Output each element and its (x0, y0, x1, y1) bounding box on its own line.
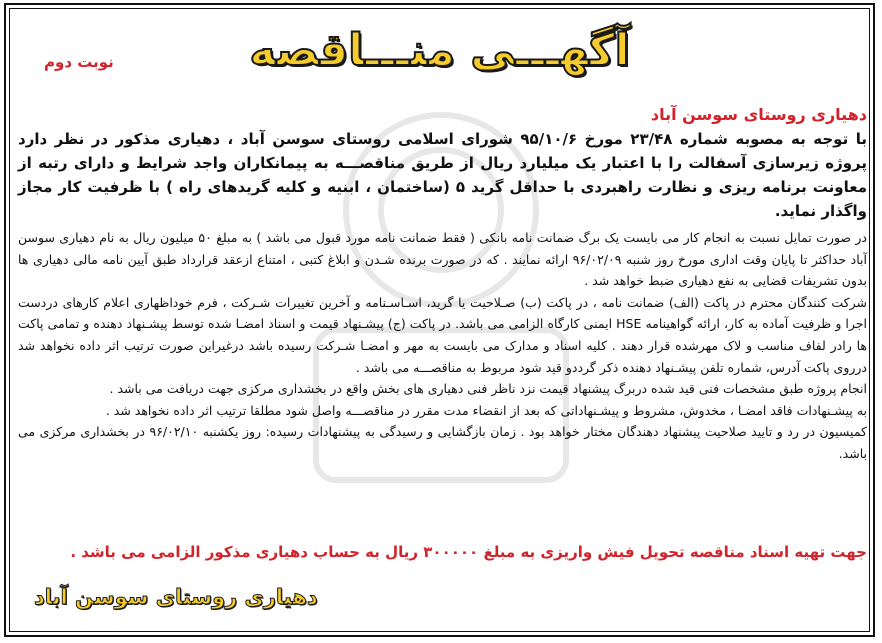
payment-notice: جهت تهیه اسناد مناقصه تحویل فیش واریزی به مبلغ ۳۰۰۰۰۰ ریال به حساب دهیاری مذکور الزامی می باشد . (70, 543, 867, 561)
paragraph-invalid-bids: به پیشـنهادات فاقد امضـا ، مخدوش، مشروط و پیشـنهاداتی که بعد از انقضاء مدت مقرر در مناقصـــه واصل شود مطلقا ترتیب اثر داده نخواهد شد . (105, 402, 867, 418)
notice-frame (4, 3, 875, 637)
page-title: آگهـــی منـــاقصه (249, 25, 630, 76)
footer-signature: دهیاری روستای سوسن آباد (34, 585, 318, 609)
lead-paragraph: با توجه به مصوبه شماره ۲۳/۴۸ مورخ ۹۵/۱۰/۶ شورای اسلامی روستای سوسن آباد ، دهیاری مذکور در نظر دارد پروژه زیرسازی آسفالت را با اعتبار یک میلیارد ریال از طریق مناقصـــه به پیمانکاران واجد شرایط و دارای رتبه از معاونت برنامه ریزی و نظارت راهبردی با حداقل گرید ۵ (ساختمان ، ابنیه و کلیه گریدهای راه ) با ظرفیت کار مجاز واگذار نماید. (18, 130, 867, 220)
organization-heading: دهیاری روستای سوسن آباد (650, 105, 867, 124)
paragraph-guarantee: در صورت تمایل نسبت به انجام کار می بایست یک برگ ضمانت نامه بانکی ( فقط ضمانت نامه مورد قبول می باشد ) به مبلغ ۵۰ میلیون ریال به نام دهیاری سوسن آباد حداکثر تا پایان وقت اداری مورخ روز شنبه ۹۶/۰۲/۰۹ ارائه نمایند . که در صورت برنده شـدن و ابلاغ کتبی ، امتناع ازعقد قرارداد طبق آیین نامه مالی دهیاری ها بدون تشریفات قضایی به نفع دهیاری ضبط خواهد شد . (18, 230, 868, 289)
round-label: نوبت دوم (44, 53, 114, 71)
body-text (18, 227, 867, 465)
paragraph-opening: کمیسیون در رد و تایید صلاحیت پیشنهاد دهندگان مختار خواهد بود . زمان بازگشایی و رسیدگی به پیشنهادات رسیده: روز یکشنبه ۹۶/۰۲/۱۰ در بخشداری مرکزی می باشد. (18, 424, 868, 461)
paragraph-specifications: انجام پروژه طبق مشخصات فنی قید شده دربرگ پیشنهاد قیمت نزد ناظر فنی دهیاری های بخش واقع در بخشداری مرکزی جهت دریافت می باشد . (109, 381, 867, 397)
paragraph-envelopes: شرکت کنندگان محترم در پاکت (الف) ضمانت نامه ، در پاکت (ب) صـلاحیت یا گرید، اسـاسـنامه و آخرین تغییرات شـرکت ، فرم خوداظهاری اعلام کارهای دردست اجرا و ظرفیت آماده به کار، ارائه گواهینامه HSE ایمنی کارگاه الزامی می باشد. در پاکت (ج) پیشـنهاد قیمت و اسناد امضـا شده توسط پیشـنهاد دهنده و تمامی پاکت ها رادر لفاف مناسب و لاک مهرشده قرار دهند . کلیه اسناد و مدارک می بایست به مهر و امضـا شـرکت رسیده باشد درغیراین صورت ترتیب اثر داده نخواهد شد درروی پاکت آدرس، شماره تلفن پیشـنهاد دهنده ذکر گرددو قید شود مربوط به مناقصـــه می باشد . (18, 294, 868, 375)
